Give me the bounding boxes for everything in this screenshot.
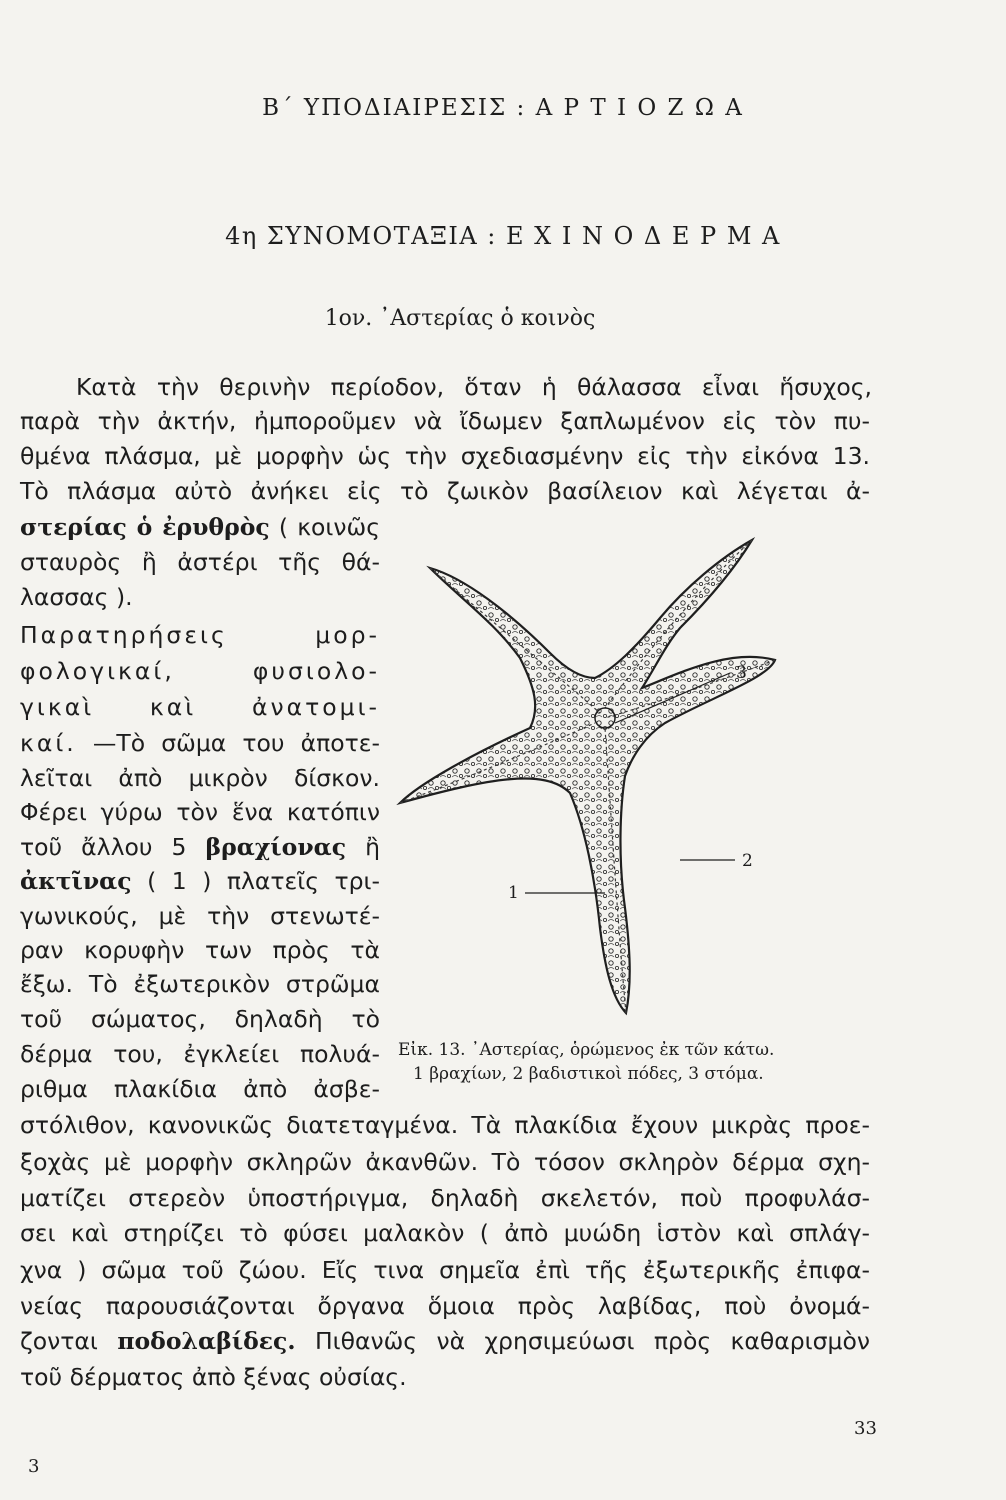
body-text: ἢ — [365, 833, 380, 861]
phylum-heading: 4η ΣΥΝΟΜΟΤΑΞΙΑ : Ε Χ Ι Ν Ο Δ Ε Ρ Μ Α — [225, 222, 781, 250]
section-heading: 1ον. ᾿Αστερίας ὁ κοινὸς — [324, 306, 596, 331]
body-text: ( 1 ) πλατεῖς τρι- — [147, 867, 380, 895]
figure-label-arm: 1 — [508, 883, 519, 903]
body-line: σταυρὸς ἢ ἀστέρι τῆς θά- — [20, 548, 380, 576]
body-line: ματίζει στερεὸν ὑποστήριγμα, δηλαδὴ σκελετόν, ποὺ προφυλάσ- — [20, 1184, 870, 1212]
body-line: ριθμα πλακίδια ἀπὸ ἀσβε- — [20, 1075, 380, 1103]
body-line: ξοχὰς μὲ μορφὴν σκληρῶν ἀκανθῶν. Τὸ τόσον σκληρὸν δέρμα σχη- — [20, 1148, 870, 1176]
body-line: γωνικούς, μὲ τὴν στενωτέ- — [20, 902, 380, 930]
body-line — [20, 512, 380, 542]
figure-caption-line1: Εἰκ. 13. ᾿Αστερίας, ὁρώμενος ἐκ τῶν κάτω. — [398, 1040, 775, 1060]
subdivision-heading: Β΄ ΥΠΟΔΙΑΙΡΕΣΙΣ : Α Ρ Τ Ι Ο Ζ Ω Α — [262, 95, 744, 121]
term-rays: ἀκτῖνας — [20, 867, 132, 895]
figure-label-feet: 2 — [742, 851, 753, 871]
subsection-heading-line: φολογικαί, φυσιολο- — [20, 657, 380, 685]
subsection-heading-line: γικαὶ καὶ ἀνατομι- — [20, 693, 380, 721]
body-line: παρὰ τὴν ἀκτήν, ἠμποροῦμεν νὰ ἴδωμεν ξαπλωμένον εἰς τὸν πυ- — [20, 407, 870, 435]
subsection-heading-line: Παρατηρήσεις μορ- — [20, 621, 380, 649]
signature-mark: 3 — [28, 1456, 40, 1477]
body-text: τοῦ ἄλλου 5 — [20, 833, 187, 861]
page-number: 33 — [854, 1418, 877, 1439]
body-line: λασσας ). — [20, 583, 133, 611]
body-line: σει καὶ στηρίζει τὸ φύσει μαλακὸν ( ἀπὸ μυώδη ἱστὸν καὶ σπλάγ- — [20, 1219, 870, 1247]
term-red-starfish: στερίας ὁ ἐρυθρὸς — [20, 513, 270, 541]
body-line — [20, 1326, 870, 1356]
body-line: ἔξω. Τὸ ἐξωτερικὸν στρῶμα — [20, 970, 380, 998]
body-line: δέρμα του, ἐγκλείει πολυά- — [20, 1040, 380, 1068]
body-line — [20, 728, 380, 758]
term-pedicellariae: ποδολαβίδες. — [117, 1327, 296, 1355]
term-arms: βραχίονας — [205, 833, 347, 861]
body-line: τοῦ δέρματος ἀπὸ ξένας οὐσίας. — [20, 1363, 407, 1391]
starfish-body — [400, 540, 775, 1013]
body-line: χνα ) σῶμα τοῦ ζώου. Εἴς τινα σημεῖα ἐπὶ τῆς ἐξωτερικῆς ἐπιφα- — [20, 1256, 870, 1284]
body-line: λεῖται ἀπὸ μικρὸν δίσκον. — [20, 764, 380, 792]
body-line: θμένα πλάσμα, μὲ μορφὴν ὡς τὴν σχεδιασμένην εἰς τὴν εἰκόνα 13. — [20, 442, 870, 470]
body-line: Κατὰ τὴν θερινὴν περίοδον, ὅταν ἡ θάλασσα εἶναι ἥσυχος, — [76, 373, 872, 401]
body-line: Φέρει γύρω τὸν ἕνα κατόπιν — [20, 798, 380, 826]
body-text: —Τὸ σῶμα του ἀποτε- — [92, 729, 380, 757]
starfish-illustration — [380, 528, 870, 1068]
subsection-heading-end: καί. — [20, 729, 77, 757]
body-text: Πιθανῶς νὰ χρησιμεύωσι πρὸς καθαρισμὸν — [314, 1327, 870, 1355]
body-line — [20, 832, 380, 862]
body-line: Τὸ πλάσμα αὐτὸ ἀνήκει εἰς τὸ ζωικὸν βασίλειον καὶ λέγεται ἀ- — [20, 477, 870, 505]
body-line: νείας παρουσιάζονται ὄργανα ὅμοια πρὸς λαβίδας, ποὺ ὀνομά- — [20, 1292, 870, 1320]
body-text: ( κοινῶς — [278, 513, 380, 541]
body-line: τοῦ σώματος, δηλαδὴ τὸ — [20, 1005, 380, 1033]
figure-label-mouth: 3 — [736, 663, 747, 683]
body-line: ραν κορυφὴν των πρὸς τὰ — [20, 936, 380, 964]
body-text: ζονται — [20, 1327, 98, 1355]
body-line — [20, 866, 380, 896]
body-line: στόλιθον, κανονικῶς διατεταγμένα. Τὰ πλακίδια ἔχουν μικρὰς προε- — [20, 1111, 870, 1139]
figure-caption-line2: 1 βραχίων, 2 βαδιστικοὶ πόδες, 3 στόμα. — [413, 1064, 764, 1084]
